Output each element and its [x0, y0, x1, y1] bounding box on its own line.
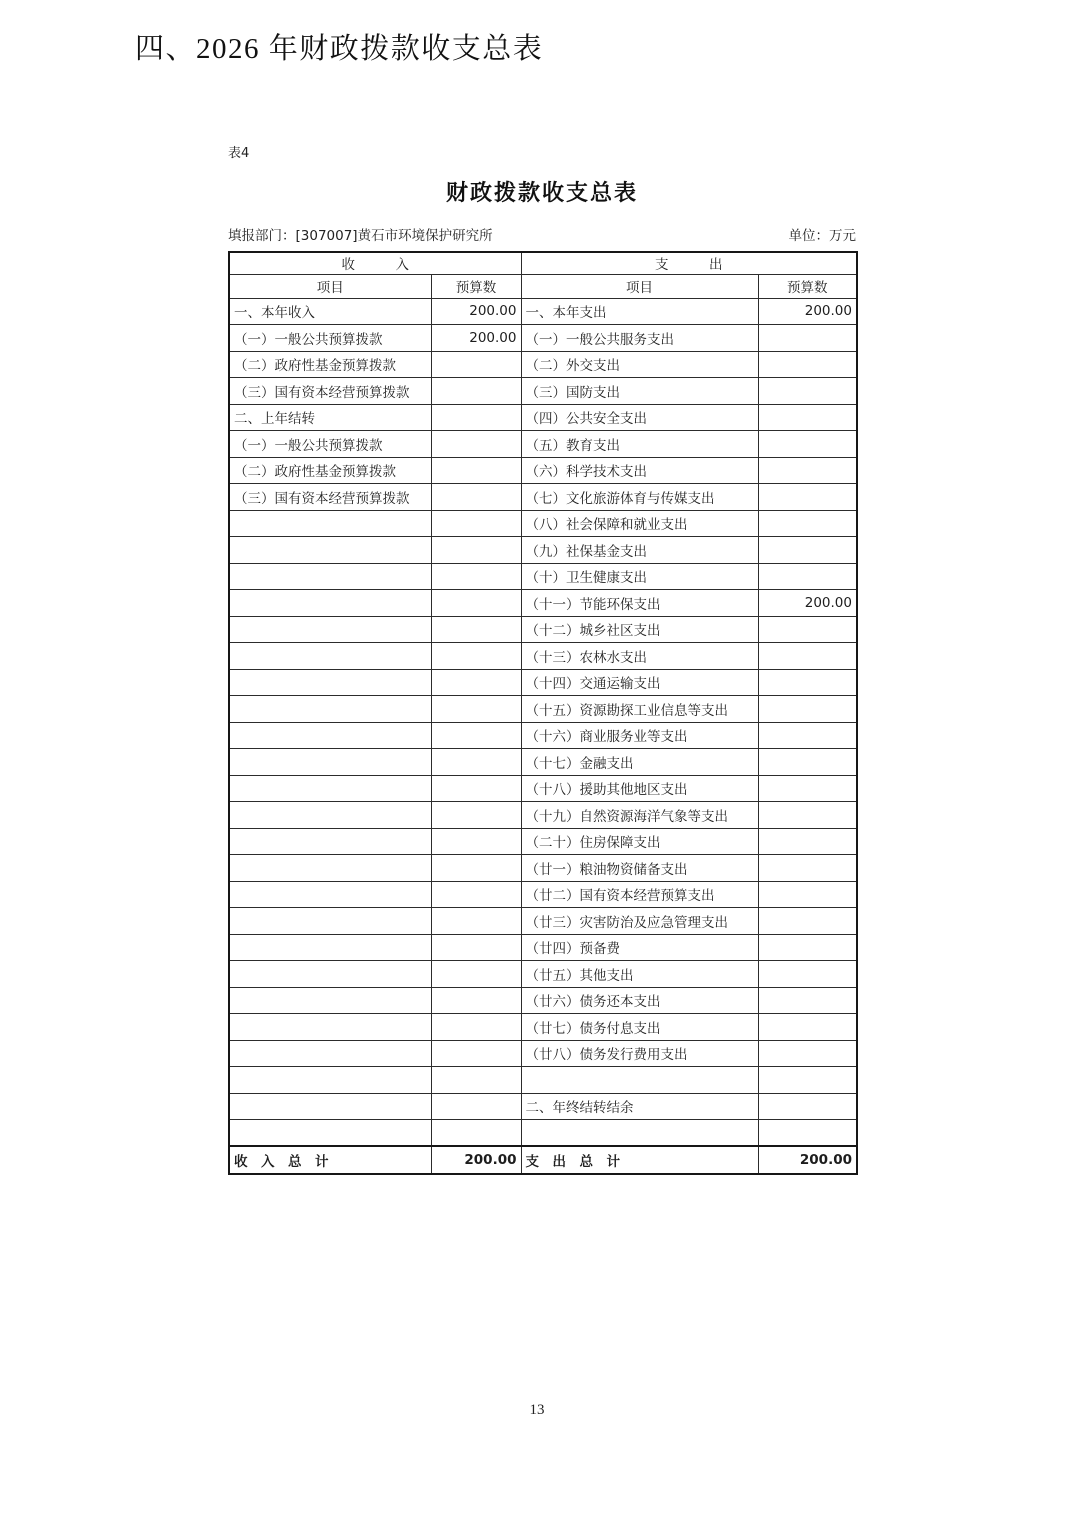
income-group-header: 收 入	[229, 252, 521, 274]
income-item-cell: 一、本年收入	[229, 298, 431, 325]
table-row	[229, 1120, 857, 1147]
table-body	[229, 298, 857, 1146]
income-value-cell	[431, 484, 521, 511]
table-row	[229, 537, 857, 564]
expense-item-cell: （二十）住房保障支出	[521, 828, 758, 855]
income-item-column-header: 项目	[229, 274, 431, 298]
income-item-cell	[229, 722, 431, 749]
table-row	[229, 828, 857, 855]
expense-value-cell	[758, 908, 857, 935]
expense-value-cell	[758, 1093, 857, 1120]
income-item-cell	[229, 590, 431, 617]
expense-item-cell: （廿二）国有资本经营预算支出	[521, 881, 758, 908]
income-value-cell	[431, 616, 521, 643]
expense-item-column-header: 项目	[521, 274, 758, 298]
table-row	[229, 510, 857, 537]
expense-value-cell	[758, 431, 857, 458]
column-header-row	[229, 274, 857, 298]
table-row	[229, 669, 857, 696]
income-item-cell: 二、上年结转	[229, 404, 431, 431]
expense-value-cell	[758, 1040, 857, 1067]
income-value-cell	[431, 802, 521, 829]
expense-item-cell: （六）科学技术支出	[521, 457, 758, 484]
expense-group-header: 支 出	[521, 252, 857, 274]
expense-value-cell	[758, 775, 857, 802]
income-value-cell	[431, 987, 521, 1014]
table-info-row	[228, 224, 856, 244]
expense-value-cell	[758, 351, 857, 378]
expense-item-cell: （三）国防支出	[521, 378, 758, 405]
expense-item-cell: （廿三）灾害防治及应急管理支出	[521, 908, 758, 935]
expense-value-cell	[758, 669, 857, 696]
expense-value-cell	[758, 855, 857, 882]
table-row	[229, 1014, 857, 1041]
income-total-value: 200.00	[431, 1146, 521, 1174]
income-value-cell	[431, 590, 521, 617]
expense-value-cell	[758, 1120, 857, 1147]
department-label: 填报部门：[307007]黄石市环境保护研究所	[228, 228, 493, 244]
expense-value-cell	[758, 1067, 857, 1094]
income-item-cell: （三）国有资本经营预算拨款	[229, 484, 431, 511]
income-value-cell	[431, 1120, 521, 1147]
expense-value-cell	[758, 484, 857, 511]
income-item-cell: （一）一般公共预算拨款	[229, 431, 431, 458]
expense-item-cell: （二）外交支出	[521, 351, 758, 378]
table-row	[229, 457, 857, 484]
expense-value-cell	[758, 378, 857, 405]
table-row	[229, 1040, 857, 1067]
table-row	[229, 961, 857, 988]
table-row	[229, 404, 857, 431]
expense-item-cell: （八）社会保障和就业支出	[521, 510, 758, 537]
income-value-cell	[431, 1014, 521, 1041]
income-value-cell	[431, 775, 521, 802]
table-row	[229, 563, 857, 590]
expense-item-cell: （廿七）债务付息支出	[521, 1014, 758, 1041]
expense-item-cell: （廿一）粮油物资储备支出	[521, 855, 758, 882]
table-row	[229, 378, 857, 405]
income-value-cell	[431, 510, 521, 537]
income-value-cell: 200.00	[431, 298, 521, 325]
expense-item-cell	[521, 1120, 758, 1147]
income-value-cell	[431, 722, 521, 749]
income-value-cell	[431, 696, 521, 723]
income-value-cell	[431, 431, 521, 458]
table-row	[229, 643, 857, 670]
table-row	[229, 908, 857, 935]
income-item-cell: （一）一般公共预算拨款	[229, 325, 431, 352]
table-number-label: 表4	[228, 146, 250, 161]
income-item-cell	[229, 537, 431, 564]
table-row	[229, 590, 857, 617]
expense-total-label: 支 出 总 计	[521, 1146, 758, 1174]
budget-summary-table	[228, 251, 858, 1175]
expense-item-cell: （廿六）债务还本支出	[521, 987, 758, 1014]
totals-row	[229, 1146, 857, 1174]
expense-item-cell: （十七）金融支出	[521, 749, 758, 776]
income-value-cell	[431, 855, 521, 882]
income-value-cell	[431, 404, 521, 431]
expense-item-cell: （十八）援助其他地区支出	[521, 775, 758, 802]
income-value-cell	[431, 961, 521, 988]
income-item-cell	[229, 563, 431, 590]
expense-item-cell: （廿五）其他支出	[521, 961, 758, 988]
expense-total-value: 200.00	[758, 1146, 857, 1174]
income-item-cell	[229, 1040, 431, 1067]
expense-value-cell	[758, 828, 857, 855]
expense-item-cell: 二、年终结转结余	[521, 1093, 758, 1120]
income-budget-column-header: 预算数	[431, 274, 521, 298]
expense-item-cell: （十）卫生健康支出	[521, 563, 758, 590]
expense-value-cell	[758, 987, 857, 1014]
income-item-cell	[229, 1014, 431, 1041]
expense-value-cell	[758, 404, 857, 431]
expense-value-cell: 200.00	[758, 590, 857, 617]
report-content	[228, 142, 856, 1175]
income-value-cell	[431, 378, 521, 405]
table-row	[229, 325, 857, 352]
income-item-cell	[229, 669, 431, 696]
income-item-cell	[229, 749, 431, 776]
income-item-cell	[229, 775, 431, 802]
expense-value-cell	[758, 643, 857, 670]
expense-item-cell: （廿四）预备费	[521, 934, 758, 961]
income-item-cell	[229, 510, 431, 537]
table-row	[229, 696, 857, 723]
income-total-label: 收 入 总 计	[229, 1146, 431, 1174]
income-value-cell	[431, 934, 521, 961]
income-item-cell	[229, 828, 431, 855]
income-value-cell	[431, 908, 521, 935]
expense-value-cell	[758, 1014, 857, 1041]
expense-item-cell: （廿八）债务发行费用支出	[521, 1040, 758, 1067]
expense-item-cell: （十六）商业服务业等支出	[521, 722, 758, 749]
income-value-cell: 200.00	[431, 325, 521, 352]
expense-value-cell	[758, 722, 857, 749]
page-heading: 四、2026 年财政拨款收支总表	[135, 33, 544, 65]
income-value-cell	[431, 643, 521, 670]
expense-value-cell	[758, 934, 857, 961]
income-item-cell	[229, 934, 431, 961]
table-row	[229, 431, 857, 458]
expense-value-cell	[758, 563, 857, 590]
income-item-cell	[229, 1120, 431, 1147]
expense-item-cell: （十三）农林水支出	[521, 643, 758, 670]
income-value-cell	[431, 828, 521, 855]
income-item-cell	[229, 1093, 431, 1120]
income-value-cell	[431, 537, 521, 564]
income-value-cell	[431, 1093, 521, 1120]
expense-value-cell	[758, 961, 857, 988]
expense-item-cell: （十五）资源勘探工业信息等支出	[521, 696, 758, 723]
income-value-cell	[431, 1067, 521, 1094]
expense-value-cell	[758, 457, 857, 484]
table-row	[229, 881, 857, 908]
table-title: 财政拨款收支总表	[445, 181, 638, 206]
income-item-cell	[229, 987, 431, 1014]
table-row	[229, 484, 857, 511]
table-row	[229, 1067, 857, 1094]
expense-item-cell: 一、本年支出	[521, 298, 758, 325]
expense-value-cell	[758, 537, 857, 564]
expense-item-cell: （五）教育支出	[521, 431, 758, 458]
expense-item-cell: （十一）节能环保支出	[521, 590, 758, 617]
income-item-cell	[229, 643, 431, 670]
income-value-cell	[431, 881, 521, 908]
expense-item-cell: （十二）城乡社区支出	[521, 616, 758, 643]
expense-item-cell: （四）公共安全支出	[521, 404, 758, 431]
expense-value-cell	[758, 881, 857, 908]
expense-value-cell	[758, 696, 857, 723]
expense-item-cell: （十四）交通运输支出	[521, 669, 758, 696]
table-row	[229, 855, 857, 882]
income-item-cell	[229, 802, 431, 829]
table-row	[229, 934, 857, 961]
table-row	[229, 351, 857, 378]
income-item-cell	[229, 1067, 431, 1094]
table-row	[229, 775, 857, 802]
table-row	[229, 298, 857, 325]
expense-budget-column-header: 预算数	[758, 274, 857, 298]
income-item-cell: （三）国有资本经营预算拨款	[229, 378, 431, 405]
expense-value-cell	[758, 325, 857, 352]
page-number: 13	[529, 1402, 545, 1418]
unit-label: 单位：万元	[788, 228, 856, 244]
table-row	[229, 802, 857, 829]
income-item-cell	[229, 961, 431, 988]
expense-value-cell	[758, 510, 857, 537]
income-item-cell	[229, 696, 431, 723]
expense-item-cell	[521, 1067, 758, 1094]
income-value-cell	[431, 1040, 521, 1067]
table-row	[229, 987, 857, 1014]
income-item-cell	[229, 881, 431, 908]
table-row	[229, 722, 857, 749]
income-item-cell: （二）政府性基金预算拨款	[229, 457, 431, 484]
income-item-cell	[229, 908, 431, 935]
income-value-cell	[431, 351, 521, 378]
income-value-cell	[431, 457, 521, 484]
expense-item-cell: （七）文化旅游体育与传媒支出	[521, 484, 758, 511]
income-value-cell	[431, 563, 521, 590]
group-header-row	[229, 252, 857, 274]
table-row	[229, 616, 857, 643]
expense-item-cell: （一）一般公共服务支出	[521, 325, 758, 352]
income-item-cell	[229, 616, 431, 643]
income-item-cell	[229, 855, 431, 882]
expense-value-cell	[758, 749, 857, 776]
table-row	[229, 1093, 857, 1120]
income-value-cell	[431, 669, 521, 696]
expense-value-cell: 200.00	[758, 298, 857, 325]
expense-value-cell	[758, 802, 857, 829]
income-value-cell	[431, 749, 521, 776]
expense-item-cell: （九）社保基金支出	[521, 537, 758, 564]
income-item-cell: （二）政府性基金预算拨款	[229, 351, 431, 378]
expense-item-cell: （十九）自然资源海洋气象等支出	[521, 802, 758, 829]
table-row	[229, 749, 857, 776]
expense-value-cell	[758, 616, 857, 643]
